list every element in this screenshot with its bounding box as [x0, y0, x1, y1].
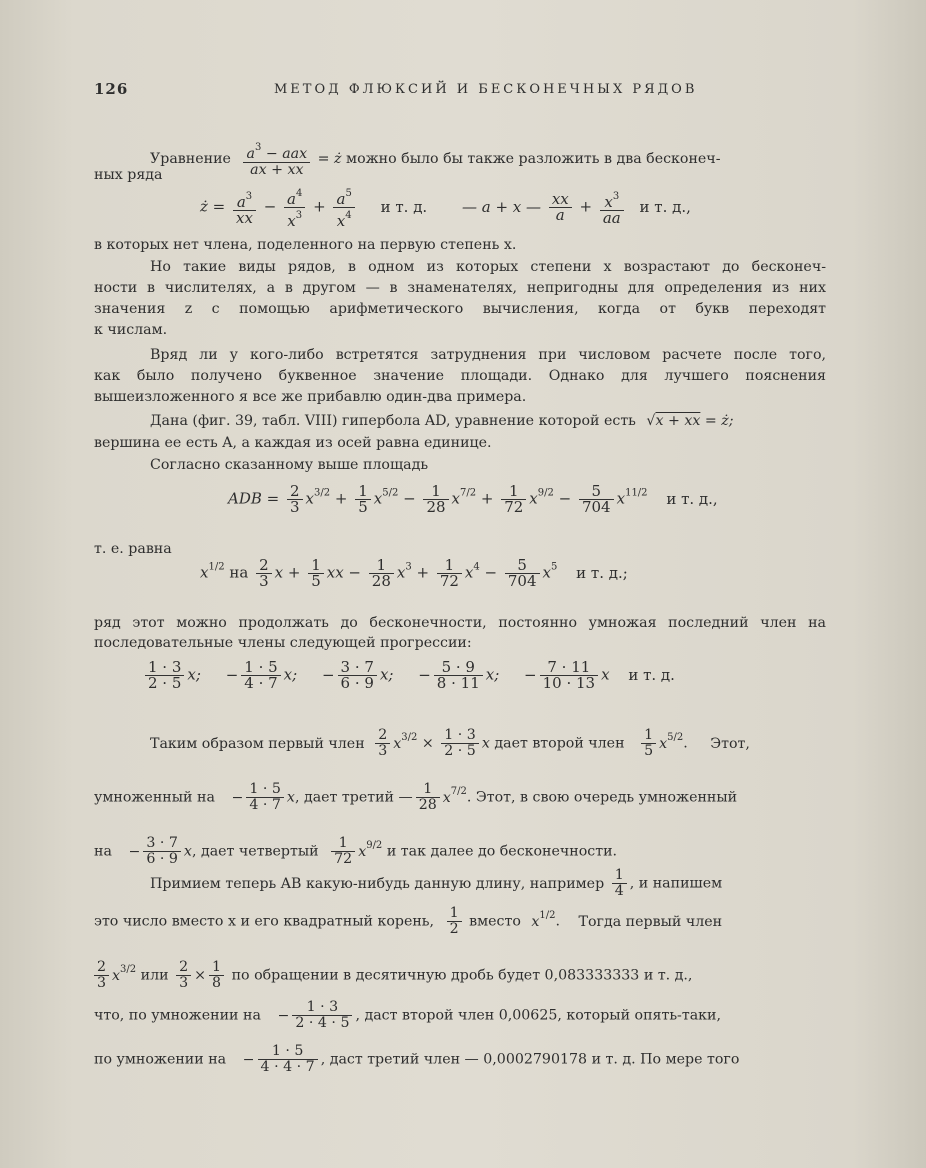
running-header — [94, 80, 866, 102]
text-line: $\frac{2}{3}$ $x^{3/2}$ или $\frac{2}{3}$ × $\frac{1}{8}$ по обращении в десятичную дробь будет 0,083333333 и т. д., — [94, 960, 826, 991]
text-line: вершина ее есть A, а каждая из осей равна единице. — [94, 435, 492, 451]
progression-formula: $\frac{1 \cdot 3}{2 \cdot 5}$ x; − $\frac{1 \cdot 5}{4 \cdot 7}$ x; − $\frac{3 \cdot 7}{6 \cdot 9}$ x; − $\frac{5 \cdot 9}{8 \cdot 11}$ x; − $\frac{7 \cdot 11}{10 \cdot 13}$ x и т. д. — [142, 660, 675, 691]
text-line: ных ряда — [94, 167, 163, 183]
text-line: в которых нет члена, поделенного на первую степень x. — [94, 237, 517, 253]
text-line: Таким образом первый член $\frac{2}{3}$ $x^{3/2}$ × $\frac{1 \cdot 3}{2 \cdot 5}$ x дает второй член $\frac{1}{5}$ $x^{5/2}$. Этот, — [150, 727, 750, 759]
series-formula: $x^{1/2}$ на $\frac{2}{3}$ x + $\frac{1}{5}$ xx − $\frac{1}{28}$ $x^3$ + $\frac{1}{72}$ $x^4$ − $\frac{5}{704}$ $x^5$ и т. д.; — [200, 556, 628, 590]
fraction: $a^3$ − aax ax + xx — [243, 140, 310, 178]
text-line: Вряд ли у кого-либо встретятся затруднения при числовом расчете после того, — [150, 347, 826, 363]
text-line: Но такие виды рядов, в одном из которых степени x возрастают до бесконеч- — [150, 259, 826, 275]
text-line: что, по умножении на − $\frac{1 \cdot 3}{2 \cdot 4 \cdot 5}$ , даст второй член 0,00625, который опять-таки, — [94, 999, 721, 1031]
page-number: 126 — [94, 80, 129, 98]
text-line: к числам. — [94, 322, 168, 338]
text-line: Уравнение $a^3$ − aax ax + xx = ż можно было бы также разложить в два бесконеч- — [150, 142, 721, 178]
running-title: МЕТОД ФЛЮКСИЙ И БЕСКОНЕЧНЫХ РЯДОВ — [274, 82, 698, 97]
series-formula: ż = $\frac{a^3}{xx}$ − $\frac{a^4}{x^3}$ + $\frac{a^5}{x^4}$ и т. д. — a + x — $\frac{xx}{a}$ + $\frac{x^3}{aa}$ и т. д., — [200, 188, 691, 230]
text-line: ности в числителях, а в другом — в знаменателях, непригодны для определения из них — [94, 280, 826, 296]
text-line: это число вместо x и его квадратный корень, $\frac{1}{2}$ вместо $x^{1/2}$. Тогда первый член — [94, 905, 723, 937]
text-line: т. е. равна — [94, 541, 172, 557]
text-line: Согласно сказанному выше площадь — [150, 457, 429, 473]
text-line: вышеизложенного я все же прибавлю один-два примера. — [94, 389, 527, 405]
text-line: ряд этот можно продолжать до бесконечности, постоянно умножая последний член на — [94, 615, 826, 631]
text-line: Примием теперь AB какую-нибудь данную длину, например $\frac{1}{4}$ , и напишем — [150, 867, 723, 899]
text-line: последовательные члены следующей прогрессии: — [94, 635, 472, 651]
text-line: по умножении на − $\frac{1 \cdot 5}{4 \cdot 4 \cdot 7}$ , даст третий член — 0,0002790178 и т. д. По мере того — [94, 1043, 740, 1075]
text-line: Дана (фиг. 39, табл. VIII) гипербола AD, уравнение которой есть √x + xx = ż; — [150, 413, 734, 429]
area-formula: ADB = $\frac{2}{3}$ $x^{3/2}$ + $\frac{1}{5}$ $x^{5/2}$ − $\frac{1}{28}$ $x^{7/2}$ + $\frac{1}{72}$ $x^{9/2}$ − $\frac{5}{704}$ $x^{11/2}$ и т. д., — [228, 482, 718, 516]
text-line: как было получено буквенное значение площади. Однако для лучшего пояснения — [94, 368, 826, 384]
text-line: на − $\frac{3 \cdot 7}{6 \cdot 9}$ x, дает четвертый $\frac{1}{72}$ $x^{9/2}$ и так далее до бесконечности. — [94, 835, 618, 867]
text-line: умноженный на − $\frac{1 \cdot 5}{4 \cdot 7}$ x, дает третий — $\frac{1}{28}$ $x^{7/2}$. Этот, в свою очередь умноженный — [94, 781, 738, 813]
text-line: значения z с помощью арифметического вычисления, когда от букв переходят — [94, 301, 826, 317]
